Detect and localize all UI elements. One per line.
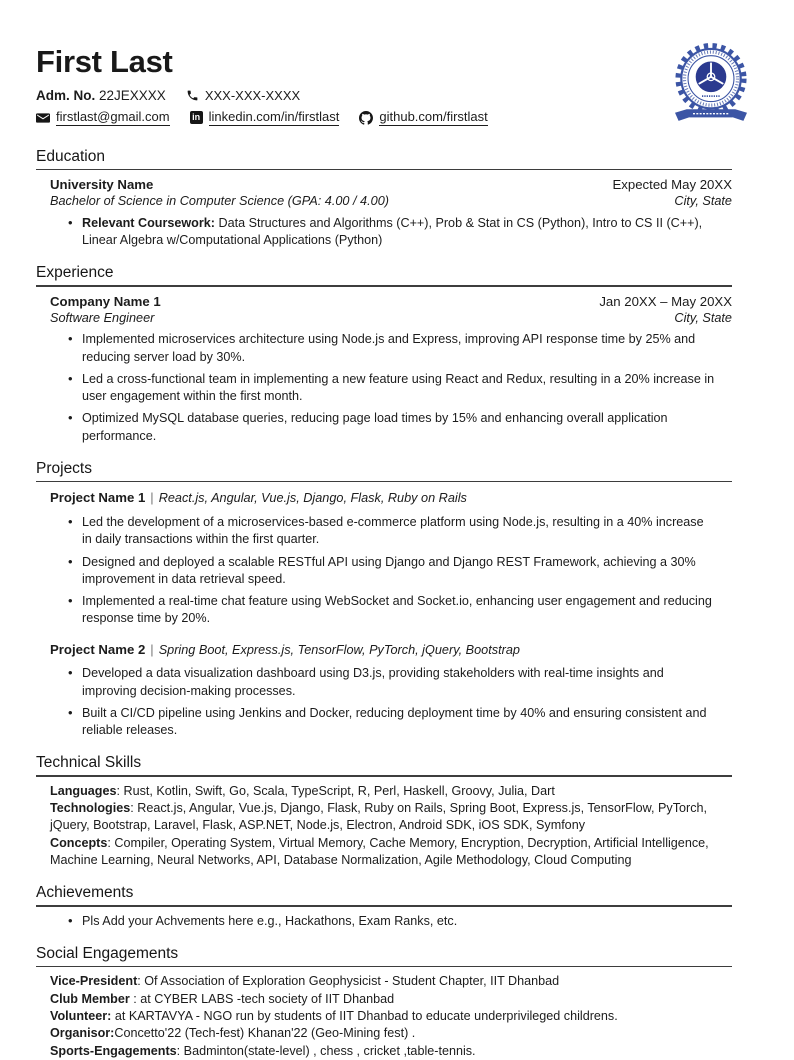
phone-item [186, 88, 300, 103]
section-divider [36, 775, 732, 776]
linkedin-link[interactable]: linkedin.com/in/firstlast [208, 109, 340, 124]
section-achievements [36, 884, 732, 930]
social-label: Volunteer: [50, 1009, 112, 1024]
skills-technologies-label: Technologies [50, 800, 131, 815]
degree: Bachelor of Science in Computer Science (GPA: 4.00 / 4.00) [50, 194, 389, 209]
section-divider [36, 285, 732, 286]
social-section-title: Social Engagements [36, 945, 179, 963]
section-technical-skills [36, 754, 732, 869]
project-entry-2 [36, 640, 732, 740]
education-bullets [36, 215, 732, 250]
github-icon [359, 111, 373, 125]
person-name: First Last [36, 44, 173, 79]
project-stack: Spring Boot, Express.js, TensorFlow, PyTorch, jQuery, Bootstrap [158, 642, 520, 657]
social-text: : Badminton(state-level) , chess , cricket ,table-tennis. [176, 1043, 476, 1058]
experience-bullet: • Led a cross-functional team in implementing a new feature using React and Redux, resulting in a 20% increase in user engagement within the first month. [66, 371, 716, 406]
experience-section-title: Experience [36, 264, 114, 282]
achievement-bullet: • Pls Add your Achvements here e.g., Hackathons, Exam Ranks, etc. [66, 913, 716, 930]
social-label: Organisor: [50, 1026, 115, 1041]
project-separator: | [150, 490, 154, 506]
education-entry [36, 176, 732, 210]
social-vice-president [36, 973, 732, 990]
skills-concepts-text: : Compiler, Operating System, Virtual Memory, Cache Memory, Encryption, Decryption, Artificial Intelligence, Machine Learning, Neural Networks, API, Database Normalization, Agile Methodology, Cloud Computing [50, 835, 709, 868]
achievements-section-title: Achievements [36, 884, 134, 902]
project-stack: React.js, Angular, Vue.js, Django, Flask, Ruby on Rails [158, 491, 467, 506]
coursework-text: Data Structures and Algorithms (C++), Prob & Stat in CS (Python), Intro to CS II (C++), Linear Algebra w/Computational Applications (Python) [82, 215, 703, 248]
skills-languages-label: Languages [50, 783, 117, 798]
github-link[interactable]: github.com/firstlast [379, 109, 488, 124]
header-identity [36, 44, 488, 132]
social-club-member [36, 991, 732, 1008]
experience-bullet: • Implemented microservices architecture using Node.js and Express, improving API response time by 25% and reducing server load by 30%. [66, 331, 716, 366]
social-text: : Of Association of Exploration Geophysicist - Student Chapter, IIT Dhanbad [137, 974, 560, 989]
phone-icon [186, 89, 199, 102]
admission-label: Adm. No. [36, 88, 96, 103]
experience-dates: Jan 20XX – May 20XX [599, 293, 732, 309]
email-icon [36, 112, 50, 124]
section-experience [36, 264, 732, 444]
project-bullet: • Led the development of a microservices-based e-commerce platform using Node.js, resulting in a 40% increase in daily transactions within the first quarter. [66, 514, 716, 549]
education-section-title: Education [36, 148, 105, 165]
university-name: University Name [50, 177, 154, 193]
social-label: Club Member [50, 991, 130, 1006]
project-bullet: • Implemented a real-time chat feature using WebSocket and Socket.io, enhancing user engagement and reducing response time by 20%. [66, 593, 716, 628]
email-link[interactable]: firstlast@gmail.com [56, 109, 170, 124]
admission-phone-row [36, 88, 488, 103]
section-divider [36, 169, 732, 170]
github-item [359, 109, 487, 126]
social-text: at KARTAVYA - NGO run by students of IIT Dhanbad to educate underprivileged childrens. [111, 1009, 618, 1024]
skills-technologies-text: : React.js, Angular, Vue.js, Django, Flask, Ruby on Rails, Spring Boot, Express.js, TensorFlow, PyTorch, jQuery, Bootstrap, Laravel, Flask, ASP.NET, Node.js, Electron, Android SDK, iOS SDK, Symfony [50, 800, 708, 833]
company-name: Company Name 1 [50, 293, 161, 309]
admission-number [36, 88, 166, 103]
skills-languages [36, 783, 732, 800]
section-projects [36, 460, 732, 739]
project-bullets [36, 514, 732, 628]
experience-entry [36, 293, 732, 327]
section-divider [36, 966, 732, 967]
iit-dhanbad-logo [666, 40, 756, 133]
links-row [36, 109, 488, 126]
social-text: Concetto'22 (Tech-fest) Khanan'22 (Geo-Mining fest) . [114, 1026, 416, 1041]
linkedin-item [190, 109, 340, 126]
education-date: Expected May 20XX [612, 177, 732, 193]
education-location: City, State [674, 194, 732, 209]
project-bullet: • Designed and deployed a scalable RESTful API using Django and Django REST Framework, achieving a 30% improvement in data retrieval speed. [66, 554, 716, 589]
social-label: Sports-Engagements [50, 1043, 177, 1058]
skills-concepts [36, 835, 732, 870]
project-separator: | [150, 641, 154, 657]
social-organisor [36, 1025, 732, 1042]
section-education [36, 148, 732, 249]
linkedin-icon: in [190, 111, 203, 124]
achievements-bullets [36, 913, 732, 930]
email-item [36, 109, 170, 126]
section-social-engagements [36, 945, 732, 1060]
skills-concepts-label: Concepts [50, 835, 108, 850]
project-bullets [36, 665, 732, 739]
experience-location: City, State [674, 310, 732, 325]
phone-number: XXX-XXX-XXXX [204, 88, 301, 103]
project-entry-1 [36, 488, 732, 627]
experience-bullets [36, 331, 732, 445]
social-text: : at CYBER LABS -tech society of IIT Dhanbad [129, 991, 395, 1006]
skills-technologies [36, 800, 732, 835]
social-sports [36, 1043, 732, 1060]
section-divider [36, 481, 732, 482]
experience-bullet: • Optimized MySQL database queries, reducing page load times by 15% and enhancing overall application performance. [66, 410, 716, 445]
coursework-label: Relevant Coursework: [82, 215, 215, 230]
project-bullet: • Developed a data visualization dashboard using D3.js, providing stakeholders with real-time insights and improving decision-making processes. [66, 665, 716, 700]
admission-value: 22JEXXXX [99, 88, 166, 103]
section-divider [36, 905, 732, 906]
project-name: Project Name 2 [50, 641, 146, 657]
social-volunteer [36, 1008, 732, 1025]
projects-section-title: Projects [36, 459, 92, 477]
skills-section-title: Technical Skills [36, 754, 142, 772]
resume-header [36, 44, 732, 133]
job-title: Software Engineer [50, 310, 155, 325]
coursework-bullet [66, 215, 716, 250]
skills-languages-text: : Rust, Kotlin, Swift, Go, Scala, TypeScript, R, Perl, Haskell, Groovy, Julia, Dart [116, 783, 555, 798]
social-label: Vice-President [50, 974, 138, 989]
project-bullet: • Built a CI/CD pipeline using Jenkins and Docker, reducing deployment time by 40% and ensuring consistent and reliable releases. [66, 705, 716, 740]
project-name: Project Name 1 [50, 490, 146, 506]
